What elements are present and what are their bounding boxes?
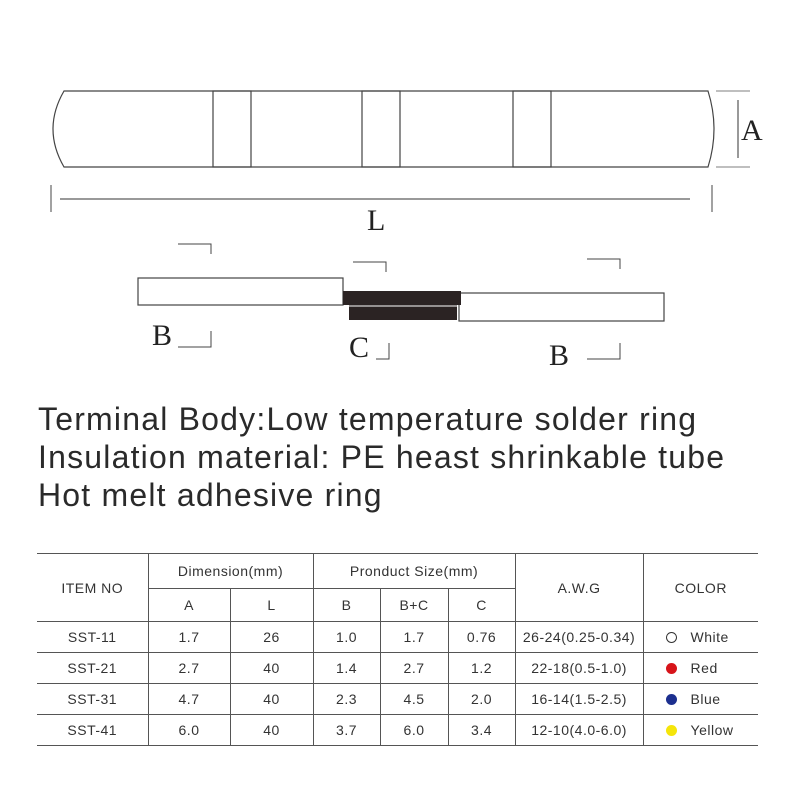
cell-a: 6.0 — [148, 715, 230, 746]
header-c: C — [448, 589, 515, 622]
cell-item: SST-41 — [37, 715, 148, 746]
terminal-body-text: Terminal Body:Low temperature solder ring — [38, 401, 698, 437]
cell-b: 2.3 — [313, 684, 380, 715]
cell-b: 3.7 — [313, 715, 380, 746]
header-awg: A.W.G — [515, 554, 643, 622]
cell-b: 1.4 — [313, 653, 380, 684]
color-label: Yellow — [690, 722, 734, 738]
header-product-size: Pronduct Size(mm) — [313, 554, 515, 589]
cell-b: 1.0 — [313, 622, 380, 653]
dimension-b-right-label: B — [549, 339, 570, 372]
header-item-no: ITEM NO — [37, 554, 148, 622]
dimension-c-label: C — [349, 331, 370, 364]
tube-body — [53, 91, 714, 167]
header-color: COLOR — [643, 554, 758, 622]
cell-c: 2.0 — [448, 684, 515, 715]
material-description — [38, 400, 798, 514]
dimension-b-left-label: B — [152, 319, 173, 352]
solder-overlap-top — [343, 291, 461, 305]
cell-awg: 26-24(0.25-0.34) — [515, 622, 643, 653]
cell-item: SST-11 — [37, 622, 148, 653]
cell-item: SST-21 — [37, 653, 148, 684]
cell-c: 3.4 — [448, 715, 515, 746]
header-a: A — [148, 589, 230, 622]
cell-a: 1.7 — [148, 622, 230, 653]
dimension-a-label: A — [741, 114, 763, 147]
solder-overlap-bottom — [349, 305, 457, 320]
cell-item: SST-31 — [37, 684, 148, 715]
cell-c: 0.76 — [448, 622, 515, 653]
color-dot-icon — [666, 725, 677, 736]
cell-awg: 16-14(1.5-2.5) — [515, 684, 643, 715]
cell-color — [643, 715, 758, 746]
cell-l: 40 — [230, 653, 313, 684]
cell-a: 2.7 — [148, 653, 230, 684]
cell-bc: 6.0 — [380, 715, 448, 746]
header-dimension: Dimension(mm) — [148, 554, 313, 589]
color-dot-icon — [666, 663, 677, 674]
dimension-l-label: L — [367, 204, 386, 237]
spec-table — [37, 553, 758, 746]
cell-color — [643, 622, 758, 653]
table-row — [37, 715, 758, 746]
cell-c: 1.2 — [448, 653, 515, 684]
wire-right — [459, 293, 664, 321]
color-label: Blue — [690, 691, 721, 707]
cell-bc: 4.5 — [380, 684, 448, 715]
cell-l: 40 — [230, 715, 313, 746]
table-row — [37, 653, 758, 684]
adhesive-ring-text: Hot melt adhesive ring — [38, 477, 383, 513]
insulation-material-text: Insulation material: PE heast shrinkable tube — [38, 439, 726, 475]
cell-l: 40 — [230, 684, 313, 715]
header-l: L — [230, 589, 313, 622]
cell-awg: 22-18(0.5-1.0) — [515, 653, 643, 684]
cell-bc: 1.7 — [380, 622, 448, 653]
table-row — [37, 622, 758, 653]
header-bc: B+C — [380, 589, 448, 622]
wire-left — [138, 278, 343, 305]
cell-awg: 12-10(4.0-6.0) — [515, 715, 643, 746]
color-label: Red — [690, 660, 718, 676]
table-row — [37, 684, 758, 715]
color-dot-icon — [666, 694, 677, 705]
cell-color — [643, 684, 758, 715]
color-dot-icon — [666, 632, 677, 643]
header-b: B — [313, 589, 380, 622]
cell-l: 26 — [230, 622, 313, 653]
cell-bc: 2.7 — [380, 653, 448, 684]
cell-a: 4.7 — [148, 684, 230, 715]
color-label: White — [690, 629, 729, 645]
cell-color — [643, 653, 758, 684]
